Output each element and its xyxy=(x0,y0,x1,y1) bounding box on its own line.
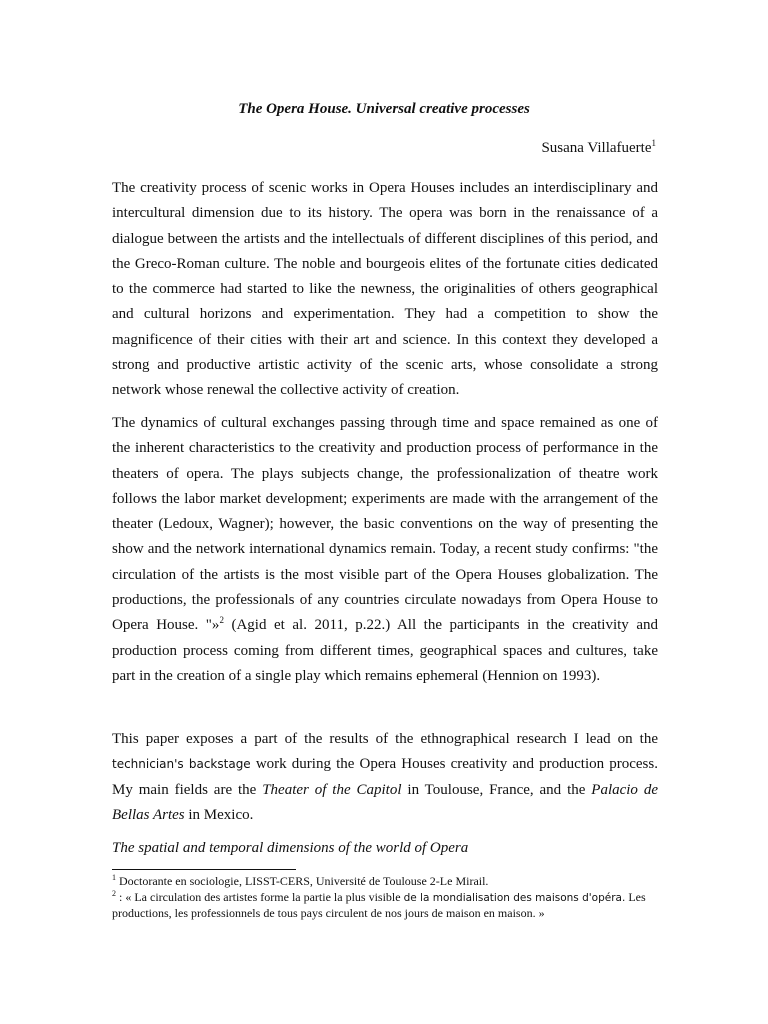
footnote-separator xyxy=(112,869,296,870)
paragraph-1: The creativity process of scenic works in Opera Houses includes an interdisciplinary and intercultural dimension due to its history. The opera was born in the renaissance of a dialogue between the artists and the intellectuals of different disciplines of this period, and the Greco-Roman culture. The noble and bourgeois elites of the fortunate cities dedicated to the commerce had started to like the newness, the originalities of others geographical and cultural horizons and experimentation. They had a competition to show the magnificence of their cities with their art and science. In this context they developed a strong and productive artistic activity of the scenic arts, whose consolidate a strong network whose renewal the collective activity of creation. xyxy=(112,180,658,399)
footnotes xyxy=(112,874,658,922)
footnote-2 xyxy=(112,890,658,922)
footnote-2-text-b: de la mondialisation des maisons d'opéra. xyxy=(403,891,626,904)
paragraph-2 xyxy=(112,411,658,689)
footnote-1-mark: 1 xyxy=(112,873,116,882)
author-footnote-ref[interactable]: 1 xyxy=(651,138,656,148)
paragraph-3-text-c: in Toulouse, France, and the xyxy=(401,781,592,798)
paragraph-2-text-a: The dynamics of cultural exchanges passing through time and space remained as one of the inherent characteristics to the creativity and production process of performance in the theaters of opera. The plays subjects change, the professionalization of theatre work follows the labor market development; experiments are made with the arrangement of the theater (Ledoux, Wagner); however, the basic conventions on the way of presenting the show and the network international dynamics remain. Today, a recent study confirms: "the circulation of the artists is the most visible part of the Opera Houses globalization. The productions, the professionals of any countries circulate nowadays from Opera House to Opera House. "» xyxy=(112,415,658,634)
paragraph-3-text-a: This paper exposes a part of the results of the ethnographical research I lead on the xyxy=(112,731,658,747)
paragraph-3 xyxy=(112,727,658,828)
paragraph-3-text-d: in Mexico. xyxy=(184,806,254,823)
document-title: The Opera House. Universal creative processes xyxy=(238,101,530,117)
paragraph-3-text-b: work during the Opera Houses creativity and production process. My main fields are the xyxy=(112,756,658,798)
author-line xyxy=(541,140,656,157)
footnote-1 xyxy=(112,874,658,890)
paragraph-3-technician-phrase: technician's backstage xyxy=(112,757,251,772)
paragraph-2-text-b: (Agid et al. 2011, p.22.) All the participants in the creativity and production process coming from different times, geographical spaces and cultures, take part in the creation of a single play which remains ephemeral (Hennion on 1993). xyxy=(112,617,658,684)
footnote-2-text-c: Les productions, les professionnels de tous pays circulent de nos jours de maison en maison. » xyxy=(112,889,646,920)
author-name: Susana Villafuerte xyxy=(541,140,652,156)
paragraph-3-venue-bellas-artes: Palacio de Bellas Artes xyxy=(112,781,658,823)
footnote-2-mark: 2 xyxy=(112,888,116,898)
footnote-2-text-a: : « La circulation des artistes forme la partie la plus visible xyxy=(116,889,404,904)
section-heading: The spatial and temporal dimensions of the world of Opera xyxy=(112,840,469,856)
paragraph-3-venue-capitol: Theater of the Capitol xyxy=(262,781,402,798)
footnote-ref-2[interactable]: 2 xyxy=(219,615,224,626)
footnote-1-text: Doctorante en sociologie, LISST-CERS, Université de Toulouse 2-Le Mirail. xyxy=(116,874,489,888)
